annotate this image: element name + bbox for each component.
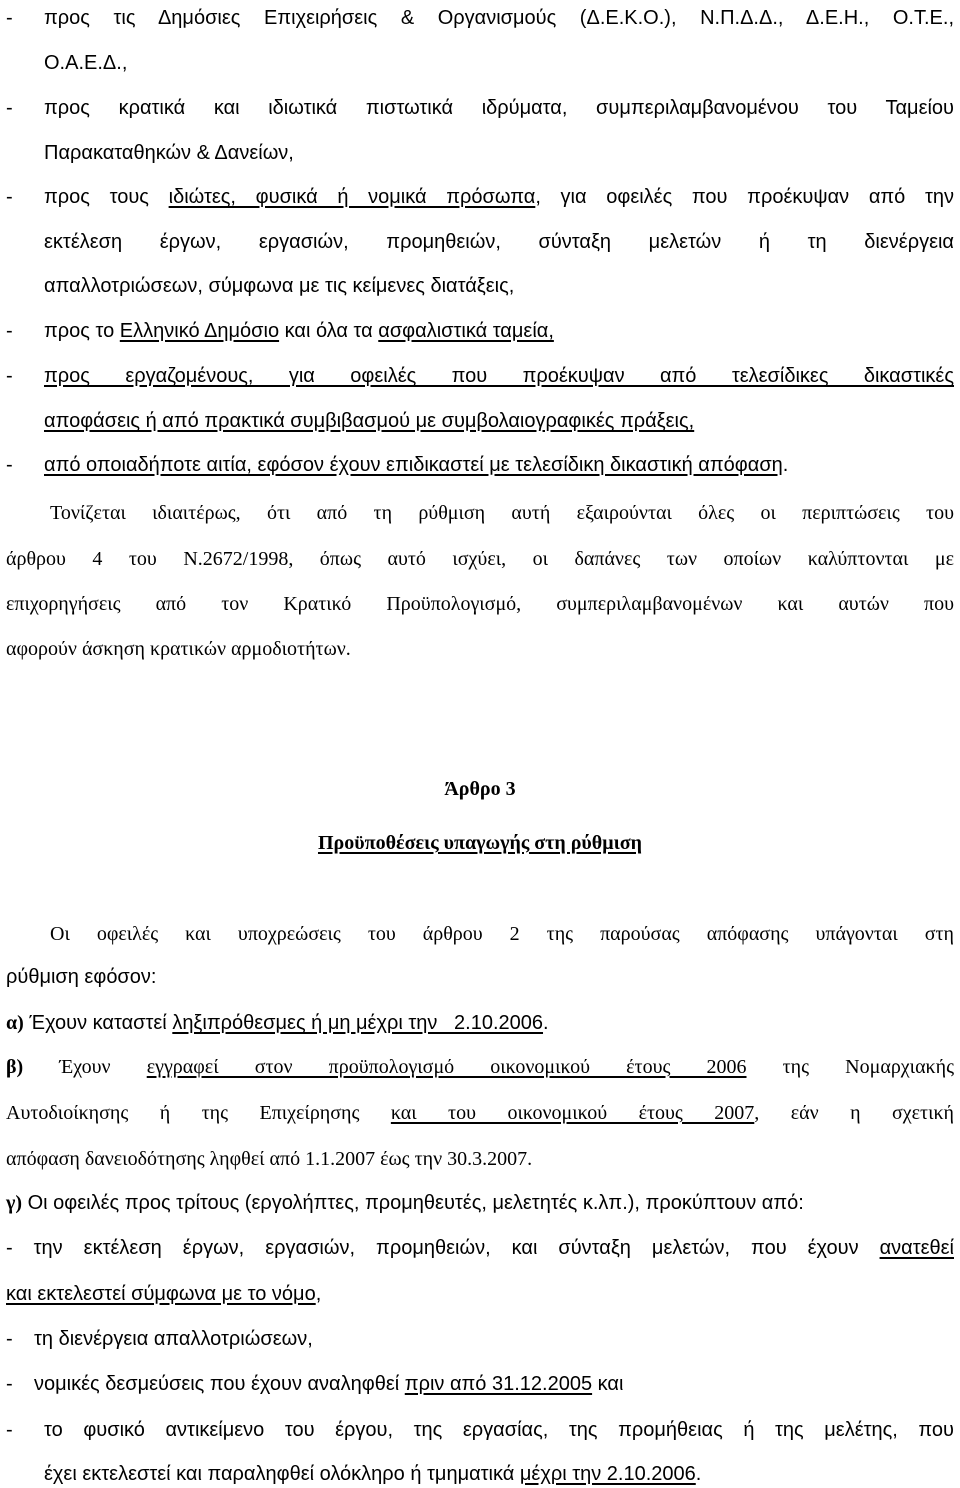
- text-line: [44, 452, 788, 478]
- text-span: .: [695, 1463, 702, 1485]
- text-line: Οι οφειλές και υποχρεώσεις του άρθρου 2 της παρούσας απόφασης υπάγονται στη: [50, 923, 954, 945]
- text-line: απαλλοτριώσεων, σύμφωνα με τις κείμενες διατάξεις,: [44, 275, 515, 297]
- text-span: - την εκτέλεση έργων, εργασιών, προμηθειών, και σύνταξη μελετών, που έχουν: [6, 1237, 880, 1259]
- list-dash: -: [6, 97, 13, 119]
- text-span: Έχουν: [59, 1056, 147, 1078]
- text-span: νομικές δεσμεύσεις που έχουν αναληφθεί: [34, 1373, 405, 1395]
- text-line: προς εργαζομένους, για οφειλές που προέκυψαν από τελεσίδικες δικαστικές: [44, 365, 954, 387]
- text-span: .: [543, 1012, 549, 1034]
- list-dash: -: [6, 1419, 13, 1441]
- text-line: [6, 1100, 954, 1126]
- text-line: [44, 184, 954, 210]
- text-line: προς τις Δημόσιες Επιχειρήσεις & Οργανισμούς (Δ.Ε.Κ.Ο.), Ν.Π.Δ.Δ., Δ.Ε.Η., Ο.Τ.Ε.,: [44, 7, 954, 29]
- text-line: τη διενέργεια απαλλοτριώσεων,: [34, 1328, 313, 1350]
- text-line: Παρακαταθηκών & Δανείων,: [44, 142, 294, 164]
- text-line: προς κρατικά και ιδιωτικά πιστωτικά ιδρύματα, συμπεριλαμβανομένου του Ταμείου: [44, 97, 954, 119]
- text-span: Έχουν καταστεί: [23, 1012, 173, 1034]
- text-line: [44, 318, 554, 344]
- text-span: Αυτοδιοίκησης ή της Επιχείρησης: [6, 1102, 391, 1124]
- condition-label: β): [6, 1056, 24, 1078]
- condition-label: α): [6, 1012, 24, 1034]
- text-line: το φυσικό αντικείμενο του έργου, της εργασίας, της προμήθειας ή της μελέτης, που: [44, 1419, 954, 1441]
- underlined-text: ανατεθεί: [879, 1237, 954, 1259]
- text-line: επιχορηγήσεις από τον Κρατικό Προϋπολογισμό, συμπεριλαμβανομένων και αυτών που: [6, 593, 954, 615]
- text-line: ρύθμιση εφόσον:: [6, 966, 157, 988]
- text-line: αφορούν άσκηση κρατικών αρμοδιοτήτων.: [6, 638, 351, 660]
- condition-a: [6, 1010, 549, 1036]
- text-line: [34, 1371, 623, 1397]
- underlined-text: πριν από 31.12.2005: [404, 1373, 593, 1395]
- text-line: αποφάσεις ή από πρακτικά συμβιβασμού με συμβολαιογραφικές πράξεις,: [44, 410, 695, 432]
- text-line: [6, 1054, 954, 1080]
- underlined-text: και του οικονομικού έτους 2007: [390, 1102, 755, 1124]
- list-dash: -: [6, 320, 13, 342]
- list-dash: -: [6, 186, 13, 208]
- underlined-text: μέχρι την 2.10.2006: [519, 1463, 696, 1485]
- text-line: εκτέλεση έργων, εργασιών, προμηθειών, σύνταξη μελετών ή τη διενέργεια: [44, 231, 954, 253]
- article-title: [0, 830, 960, 856]
- underlined-text: ληξιπρόθεσμες ή μη μέχρι την 2.10.2006: [172, 1012, 544, 1034]
- list-dash: -: [6, 1328, 13, 1350]
- text-span: και όλα τα: [279, 320, 379, 342]
- underlined-text: ασφαλιστικά ταμεία,: [378, 320, 554, 342]
- text-line: απόφαση δανειοδότησης ληφθεί από 1.1.2007 έως την 30.3.2007.: [6, 1148, 533, 1170]
- text-line: άρθρου 4 του Ν.2672/1998, όπως αυτό ισχύει, οι δαπάνες των οποίων καλύπτονται με: [6, 548, 954, 570]
- article-number: Άρθρο 3: [444, 778, 516, 800]
- text-span: , εάν η σχετική: [754, 1102, 955, 1124]
- text-span: προς τους: [44, 186, 169, 208]
- condition-label: γ): [6, 1192, 23, 1214]
- text-line: [6, 1235, 954, 1261]
- underlined-text: Προϋποθέσεις υπαγωγής στη ρύθμιση: [317, 832, 643, 854]
- underlined-text: από οποιαδήποτε αιτία, εφόσον έχουν επιδικαστεί με τελεσίδικη δικαστική απόφαση: [44, 454, 783, 476]
- underlined-text: και εκτελεστεί σύμφωνα με το νόμο: [6, 1283, 316, 1305]
- text-line: Ο.Α.Ε.Δ.,: [44, 52, 128, 74]
- underlined-text: ιδιώτες, φυσικά ή νομικά πρόσωπα: [168, 186, 536, 208]
- list-dash: -: [6, 365, 13, 387]
- text-span: προς το: [44, 320, 120, 342]
- list-dash: -: [6, 7, 13, 29]
- list-dash: -: [6, 1373, 13, 1395]
- text-span: έχει εκτελεστεί και παραληφθεί ολόκληρο ή τμηματικά: [44, 1463, 520, 1485]
- underlined-text: εγγραφεί στον προϋπολογισμό οικονομικού έτους 2006: [146, 1056, 747, 1078]
- list-dash: -: [6, 454, 13, 476]
- text-span: , για οφειλές που προέκυψαν από την: [535, 186, 955, 208]
- text-span: ,: [315, 1283, 322, 1305]
- condition-c: [6, 1190, 804, 1216]
- text-span: και: [592, 1373, 624, 1395]
- text-span: Οι οφειλές προς τρίτους (εργολήπτες, προμηθευτές, μελετητές κ.λπ.), προκύπτουν από:: [22, 1192, 804, 1214]
- text-line: [44, 1461, 701, 1487]
- underlined-text: Ελληνικό Δημόσιο: [119, 320, 280, 342]
- text-line: [6, 1281, 321, 1307]
- text-line: Τονίζεται ιδιαιτέρως, ότι από τη ρύθμιση αυτή εξαιρούνται όλες οι περιπτώσεις του: [50, 502, 954, 524]
- text-span: της Νομαρχιακής: [782, 1056, 954, 1078]
- text-span: .: [782, 454, 789, 476]
